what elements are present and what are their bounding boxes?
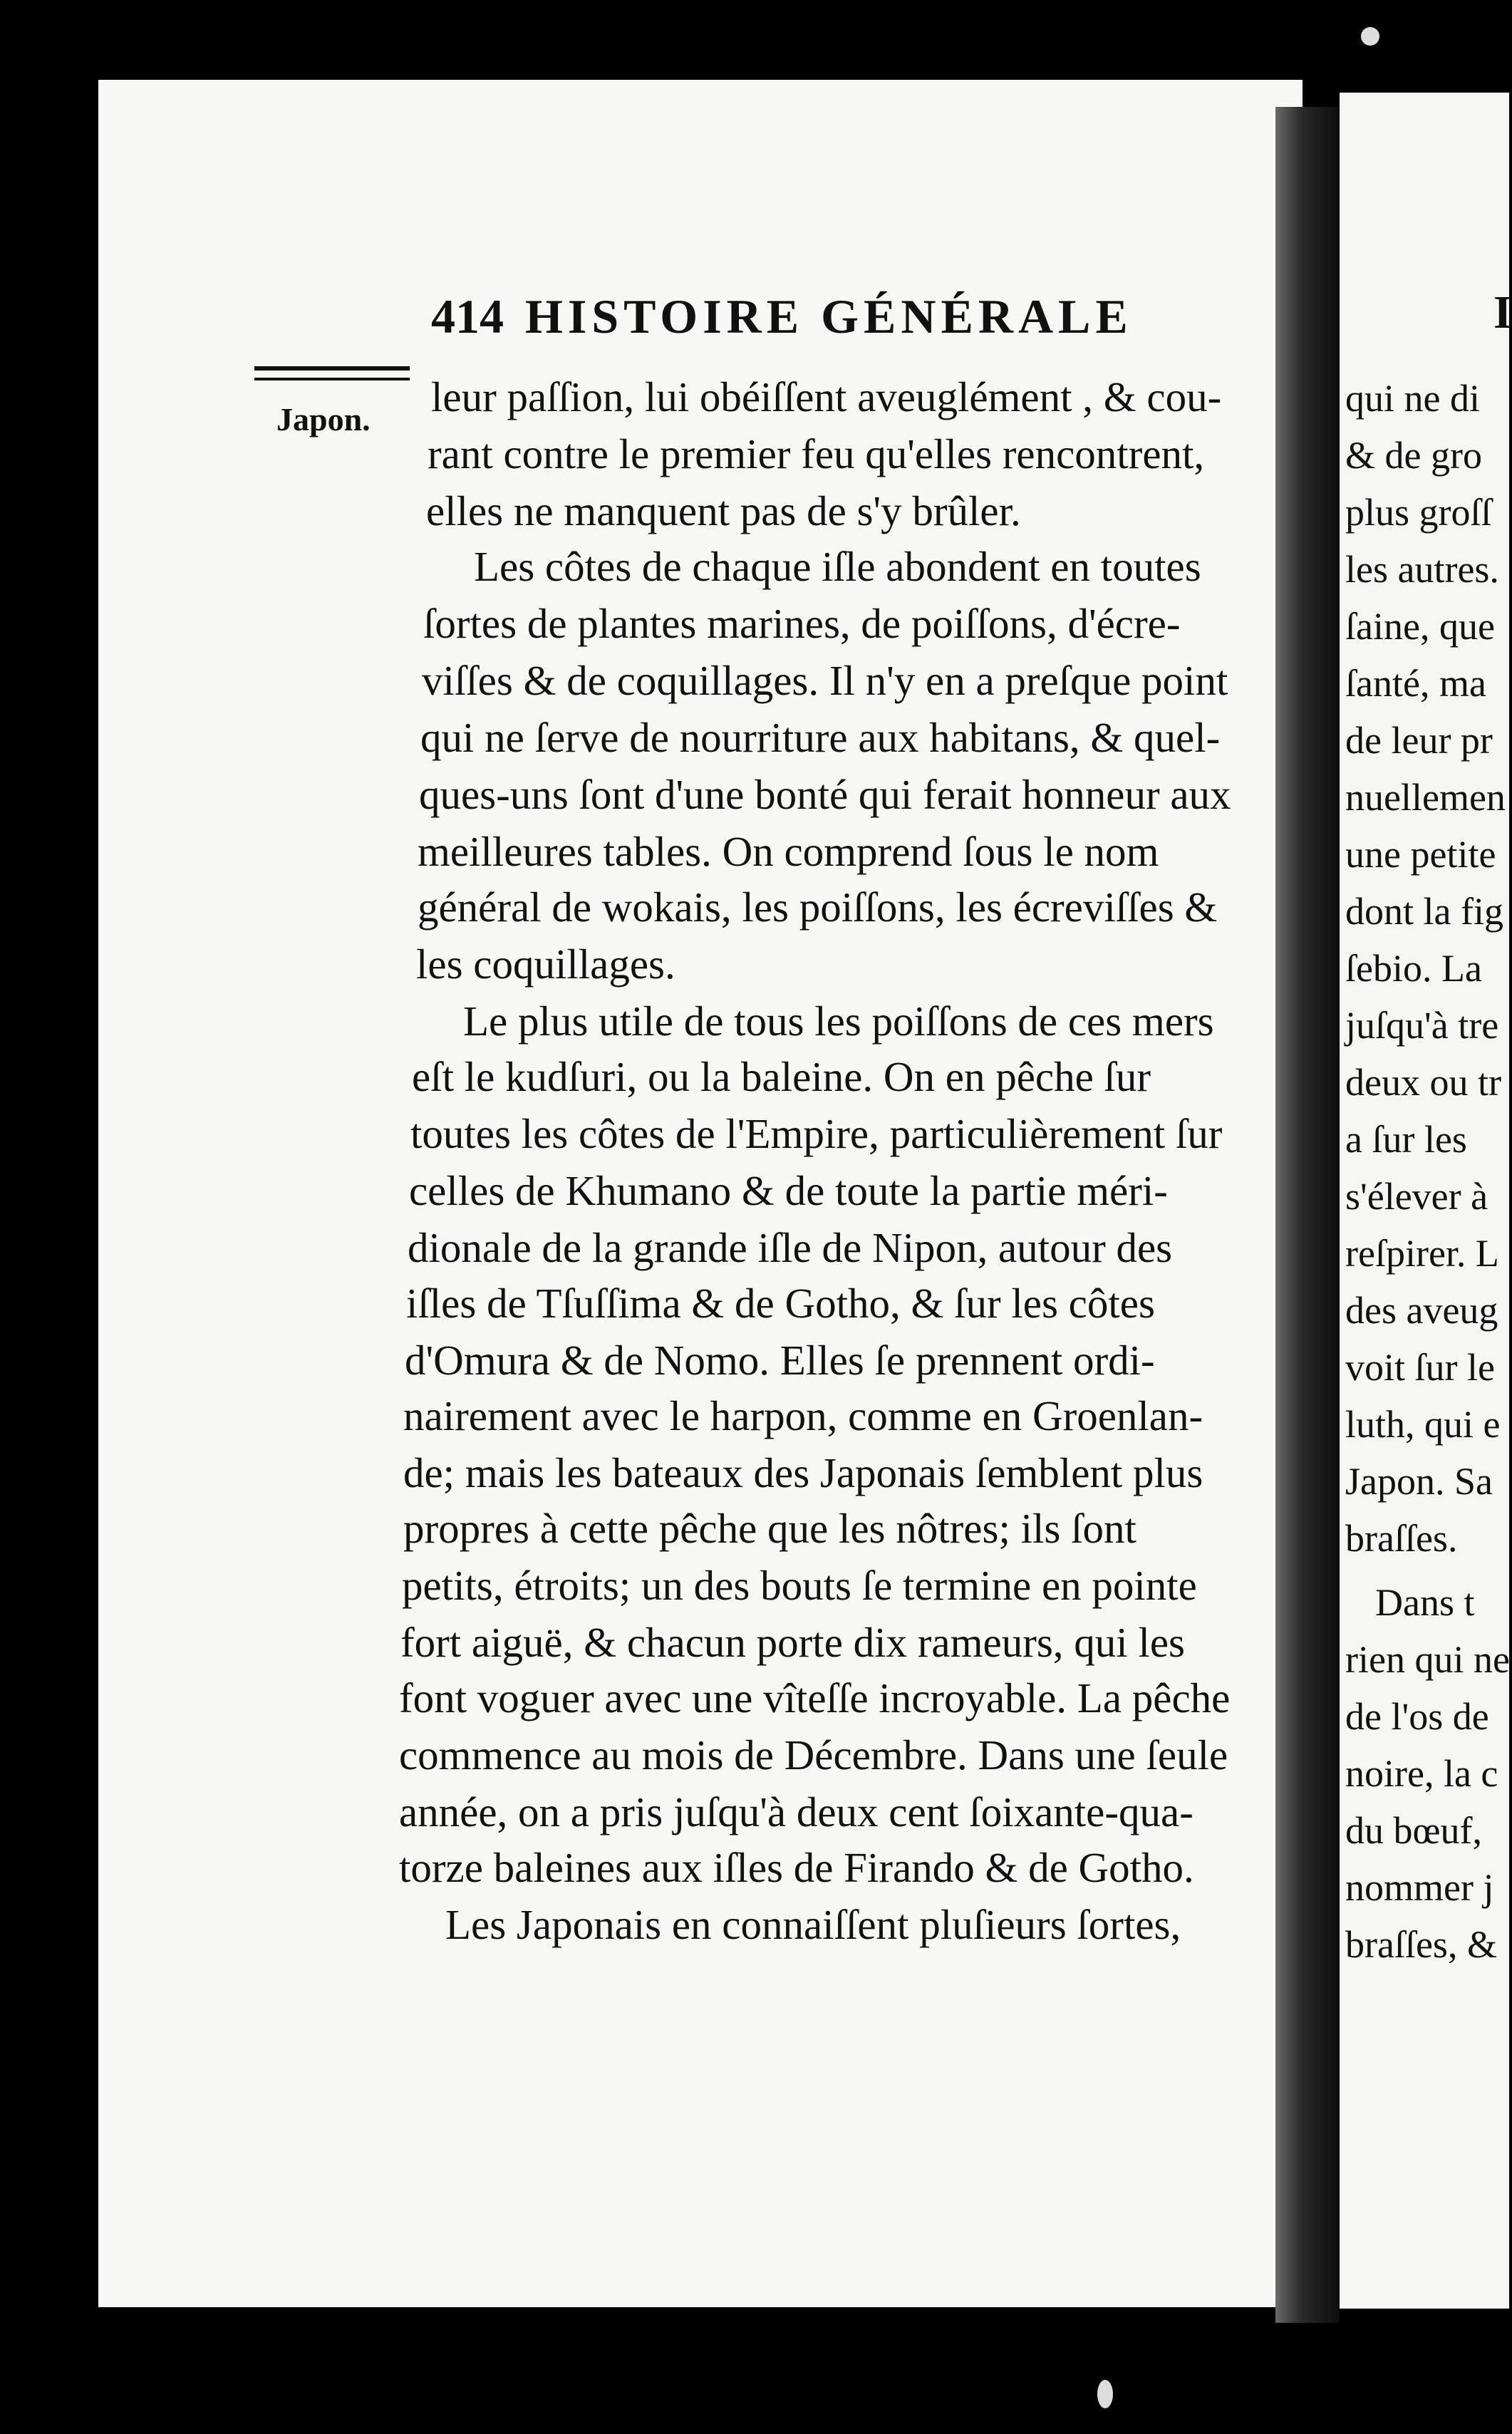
text-line: nairement avec le harpon, comme en Groenlan- bbox=[403, 1392, 1203, 1439]
text-line: général de wokais, les poiſſons, les écreviſſes & bbox=[418, 884, 1218, 931]
text-line: les coquillages. bbox=[416, 941, 675, 988]
text-line: les autres. bbox=[1345, 548, 1499, 591]
text-line: de leur pr bbox=[1345, 719, 1493, 762]
text-line: viſſes & de coquillages. Il n'y en a preſque point bbox=[422, 657, 1228, 704]
text-line: meilleures tables. On comprend ſous le nom bbox=[418, 828, 1159, 875]
text-line: Le plus utile de tous les poiſſons de ces mers bbox=[463, 998, 1214, 1045]
text-line: font voguer avec une vîteſſe incroyable. La pêche bbox=[399, 1674, 1231, 1721]
margin-rule bbox=[254, 378, 410, 380]
margin-note: Japon. bbox=[276, 401, 371, 437]
page-number: 414 bbox=[431, 289, 504, 343]
text-line: eſt le kudſuri, ou la baleine. On en pêche ſur bbox=[412, 1053, 1151, 1100]
text-line: a ſur les bbox=[1345, 1118, 1467, 1161]
text-line: nommer j bbox=[1345, 1866, 1494, 1909]
text-line: d'Omura & de Nomo. Elles ſe prennent ordi- bbox=[405, 1337, 1155, 1384]
page-header-title: HISTOIRE GÉNÉRALE bbox=[525, 289, 1133, 343]
text-line: juſqu'à tre bbox=[1345, 1004, 1499, 1047]
text-line: Dans t bbox=[1375, 1581, 1475, 1624]
text-line: fort aiguë, & chacun porte dix rameurs, qui les bbox=[400, 1619, 1185, 1666]
text-line: une petite bbox=[1345, 833, 1496, 876]
text-line: voit ſur le bbox=[1345, 1346, 1495, 1389]
text-line: rant contre le premier feu qu'elles rencontrent, bbox=[428, 430, 1205, 477]
text-line: nuellemen bbox=[1345, 776, 1506, 819]
text-line: celles de Khumano & de toute la partie méri- bbox=[409, 1167, 1168, 1214]
text-line: commence au mois de Décembre. Dans une ſeule bbox=[399, 1731, 1228, 1778]
text-line: braſſes, & bbox=[1345, 1923, 1497, 1966]
running-head bbox=[431, 289, 1133, 345]
text-line: petits, étroits; un des bouts ſe termine en pointe bbox=[402, 1562, 1197, 1609]
text-line: s'élever à bbox=[1345, 1175, 1488, 1218]
text-line: elles ne manquent pas de s'y brûler. bbox=[426, 487, 1021, 534]
text-line: braſſes. bbox=[1345, 1517, 1458, 1560]
text-line: des aveug bbox=[1345, 1289, 1498, 1332]
book-gutter bbox=[1275, 107, 1340, 2323]
text-line: plus groſſ bbox=[1345, 491, 1492, 534]
text-line: ſebio. La bbox=[1345, 947, 1482, 990]
text-line: ſaine, que bbox=[1345, 605, 1495, 648]
text-line: rien qui ne bbox=[1345, 1638, 1510, 1681]
text-line: ques-uns ſont d'une bonté qui ferait honneur aux bbox=[419, 771, 1231, 818]
text-line: reſpirer. L bbox=[1345, 1232, 1499, 1275]
text-line: luth, qui e bbox=[1345, 1403, 1501, 1446]
text-line: dont la fig bbox=[1345, 890, 1503, 933]
text-line: & de gro bbox=[1345, 434, 1482, 477]
text-line: toutes les côtes de l'Empire, particulièrement ſur bbox=[410, 1110, 1223, 1157]
text-line: propres à cette pêche que les nôtres; ils ſont bbox=[403, 1505, 1136, 1552]
right-page-header-fragment: I bbox=[1493, 286, 1512, 338]
paper-speck bbox=[1361, 27, 1379, 46]
text-line: leur paſſion, lui obéiſſent aveuglément , & cou- bbox=[431, 373, 1222, 420]
text-line: ſortes de plantes marines, de poiſſons, d'écre- bbox=[423, 600, 1181, 647]
text-line: noire, la c bbox=[1345, 1752, 1498, 1795]
paper-speck bbox=[1097, 2380, 1113, 2408]
text-line: Japon. Sa bbox=[1345, 1460, 1493, 1503]
text-line: de l'os de bbox=[1345, 1695, 1489, 1738]
text-line: de; mais les bateaux des Japonais ſemblent plus bbox=[403, 1449, 1203, 1496]
text-line: torze baleines aux iſles de Firando & de Gotho. bbox=[399, 1844, 1194, 1891]
text-line: ſanté, ma bbox=[1345, 662, 1486, 705]
text-line: qui ne di bbox=[1345, 377, 1480, 420]
text-line: Les côtes de chaque iſle abondent en toutes bbox=[474, 543, 1201, 590]
text-line: deux ou tr bbox=[1345, 1061, 1501, 1104]
text-line: iſles de Tſuſſima & de Gotho, & ſur les côtes bbox=[406, 1280, 1155, 1327]
text-line: du bœuf, bbox=[1345, 1809, 1482, 1852]
text-line: Les Japonais en connaiſſent pluſieurs ſortes, bbox=[445, 1901, 1181, 1948]
text-line: dionale de la grande iſle de Nipon, autour des bbox=[408, 1224, 1173, 1271]
text-line: qui ne ſerve de nourriture aux habitans, & quel- bbox=[420, 714, 1221, 761]
text-line: année, on a pris juſqu'à deux cent ſoixante-qua- bbox=[399, 1788, 1193, 1835]
margin-rule bbox=[254, 366, 410, 371]
